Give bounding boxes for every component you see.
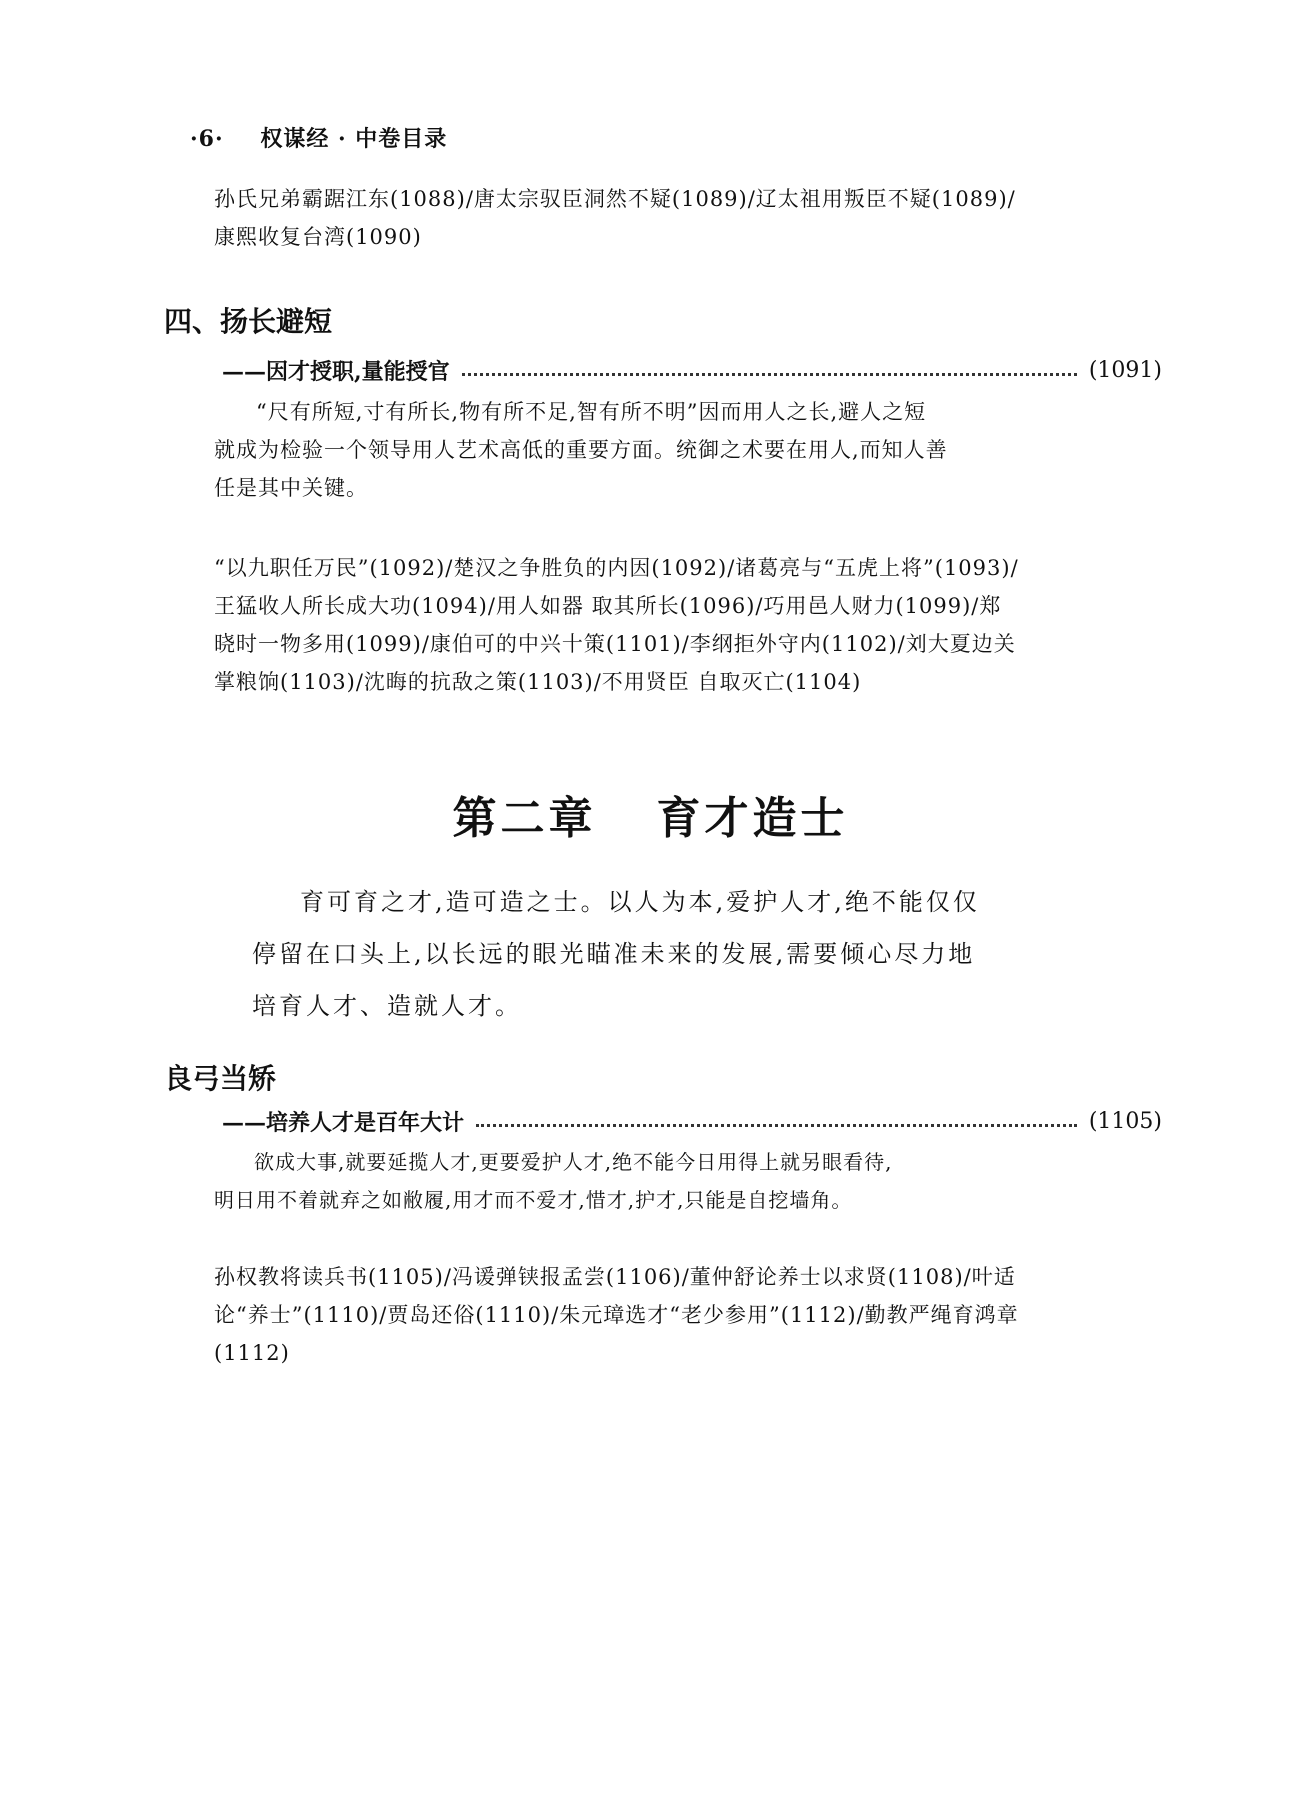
intro-line: “尺有所短,寸有所长,物有所不足,智有所不明”因而用人之长,避人之短 — [256, 400, 927, 424]
section-title: 四、扬长避短 — [164, 305, 333, 338]
toc-line — [222, 353, 1162, 387]
leader-dots — [476, 1124, 1077, 1127]
running-head-title: 权谋经 · 中卷目录 — [260, 126, 448, 152]
entry-line: 晓时一物多用(1099)/康伯可的中兴十策(1101)/李纲拒外守内(1102)/刘大夏边关 — [214, 632, 1016, 656]
entry-line: 王猛收人所长成大功(1094)/用人如器 取其所长(1096)/巧用邑人财力(1099)/郑 — [214, 594, 1002, 618]
intro-line: 欲成大事,就要延揽人才,更要爱护人才,绝不能今日用得上就另眼看待, — [254, 1150, 893, 1174]
intro-line: 育可育之才,造可造之士。以人为本,爱护人才,绝不能仅仅 — [300, 888, 980, 916]
section-intro — [214, 1143, 1114, 1219]
toc-page-number: (1091) — [1088, 357, 1162, 383]
section-entries — [214, 549, 1164, 701]
entry-line: (1112) — [214, 1341, 290, 1365]
running-head — [190, 122, 447, 153]
entry-line: 康熙收复台湾(1090) — [214, 225, 422, 249]
entry-line: 孙氏兄弟霸踞江东(1088)/唐太宗驭臣洞然不疑(1089)/辽太祖用叛臣不疑(1089)/ — [214, 187, 1016, 211]
intro-line: 培育人才、造就人才。 — [252, 992, 522, 1020]
intro-line: 明日用不着就弃之如敝履,用才而不爱才,惜才,护才,只能是自挖墙角。 — [214, 1188, 853, 1212]
entries-top — [214, 180, 1164, 256]
toc-line — [222, 1104, 1162, 1138]
section-title: 良弓当矫 — [164, 1062, 277, 1095]
page-number: ·6· — [190, 126, 224, 152]
toc-page-number: (1105) — [1088, 1108, 1162, 1134]
section-entries — [214, 1258, 1164, 1372]
toc-subtitle: ——培养人才是百年大计 — [222, 1109, 465, 1136]
entry-line: 孙权教将读兵书(1105)/冯谖弹铗报孟尝(1106)/董仲舒论养士以求贤(1108)/叶适 — [214, 1265, 1016, 1289]
chapter-intro — [252, 876, 1112, 1032]
chapter-name: 育才造士 — [656, 793, 849, 844]
chapter-number: 第二章 — [452, 793, 597, 844]
intro-line: 就成为检验一个领导用人艺术高低的重要方面。统御之术要在用人,而知人善 — [214, 438, 948, 462]
toc-subtitle: ——因才授职,量能授官 — [222, 358, 450, 385]
entry-line: “以九职任万民”(1092)/楚汉之争胜负的内因(1092)/诸葛亮与“五虎上将”(1093)/ — [214, 556, 1019, 580]
intro-line: 任是其中关键。 — [214, 476, 368, 500]
chapter-title — [0, 782, 1301, 846]
section-intro — [214, 393, 1094, 507]
entry-line: 论“养士”(1110)/贾岛还俗(1110)/朱元璋选才“老少参用”(1112)/勤教严绳育鸿章 — [214, 1303, 1019, 1327]
intro-line: 停留在口头上,以长远的眼光瞄准未来的发展,需要倾心尽力地 — [252, 940, 976, 968]
leader-dots — [462, 373, 1077, 376]
entry-line: 掌粮饷(1103)/沈晦的抗敌之策(1103)/不用贤臣 自取灭亡(1104) — [214, 670, 862, 694]
